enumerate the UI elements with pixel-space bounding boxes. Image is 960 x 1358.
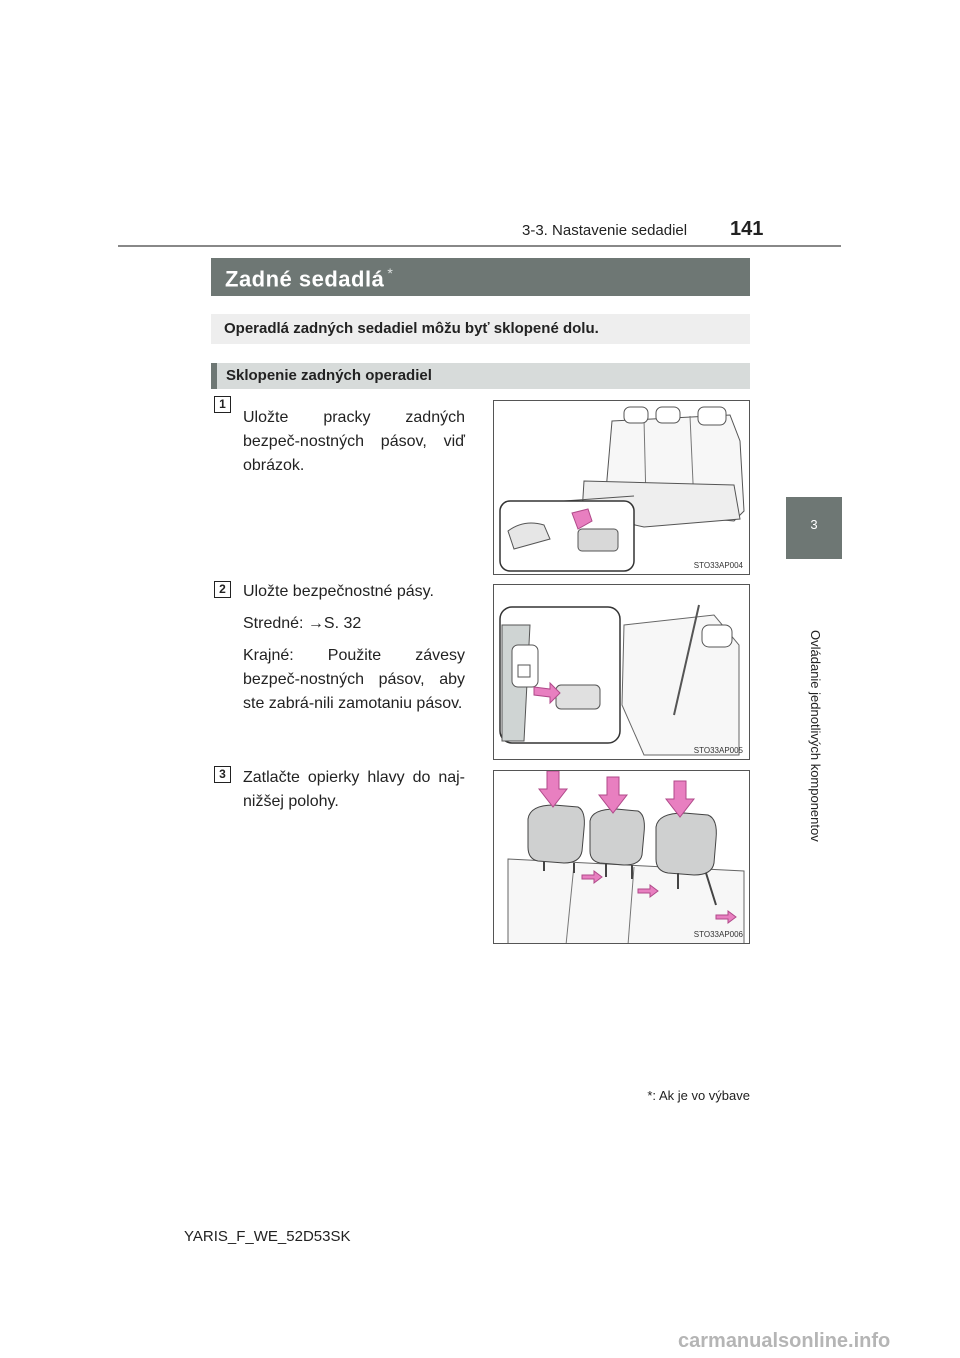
chapter-tab — [786, 497, 842, 559]
step-text-2 — [243, 580, 465, 724]
chapter-title: Ovládanie jednotlivých komponentov — [808, 630, 823, 842]
section-label: 3-3. Nastavenie sedadiel — [522, 222, 688, 239]
title-bar — [211, 258, 750, 296]
figure-code-2: STO33AP005 — [693, 746, 743, 755]
step-number-1: 1 — [214, 396, 231, 413]
step-number-2: 2 — [214, 581, 231, 598]
subsection-bar — [211, 363, 750, 389]
figure-step-3 — [493, 770, 750, 944]
intro-text: Operadlá zadných sedadiel môžu byť sklopené dolu. — [224, 320, 599, 337]
step-1-paragraph: Uložte pracky zadných bezpeč-nostných pásov, viď obrázok. — [243, 409, 465, 474]
step-3-paragraph: Zatlačte opierky hlavy do naj-nižšej polohy. — [243, 769, 465, 810]
footnote: *: Ak je vo výbave — [647, 1088, 750, 1103]
headrest-lowering-illustration — [494, 771, 750, 944]
figure-code-1: STO33AP004 — [693, 561, 743, 570]
step-2-paragraph: Krajné: Použite závesy bezpeč-nostných pásov, aby ste zabrá-nili zamotaniu pásov. — [243, 647, 465, 712]
figure-code-3: STO33AP006 — [693, 930, 743, 939]
step-text-3 — [243, 766, 465, 822]
step-2-paragraph: Uložte bezpečnostné pásy. — [243, 583, 434, 600]
figure-step-1 — [493, 400, 750, 575]
optional-marker: * — [387, 265, 394, 281]
rear-seat-buckle-illustration — [494, 401, 750, 575]
step-text-1 — [243, 406, 465, 486]
seat-belt-hanger-illustration — [494, 585, 750, 760]
step-number-3: 3 — [214, 766, 231, 783]
subsection-title: Sklopenie zadných operadiel — [226, 367, 432, 384]
intro-bar — [211, 314, 750, 344]
figure-step-2 — [493, 584, 750, 760]
watermark: carmanualsonline.info — [678, 1330, 891, 1352]
page-number: 141 — [730, 218, 764, 240]
step-2-paragraph: Stredné: →S. 32 — [243, 615, 362, 632]
footer-code: YARIS_F_WE_52D53SK — [184, 1228, 351, 1245]
page-title-text: Zadné sedadlá — [225, 266, 385, 292]
chapter-number: 3 — [810, 517, 818, 532]
header-rule — [118, 245, 841, 247]
page-title — [225, 265, 393, 292]
